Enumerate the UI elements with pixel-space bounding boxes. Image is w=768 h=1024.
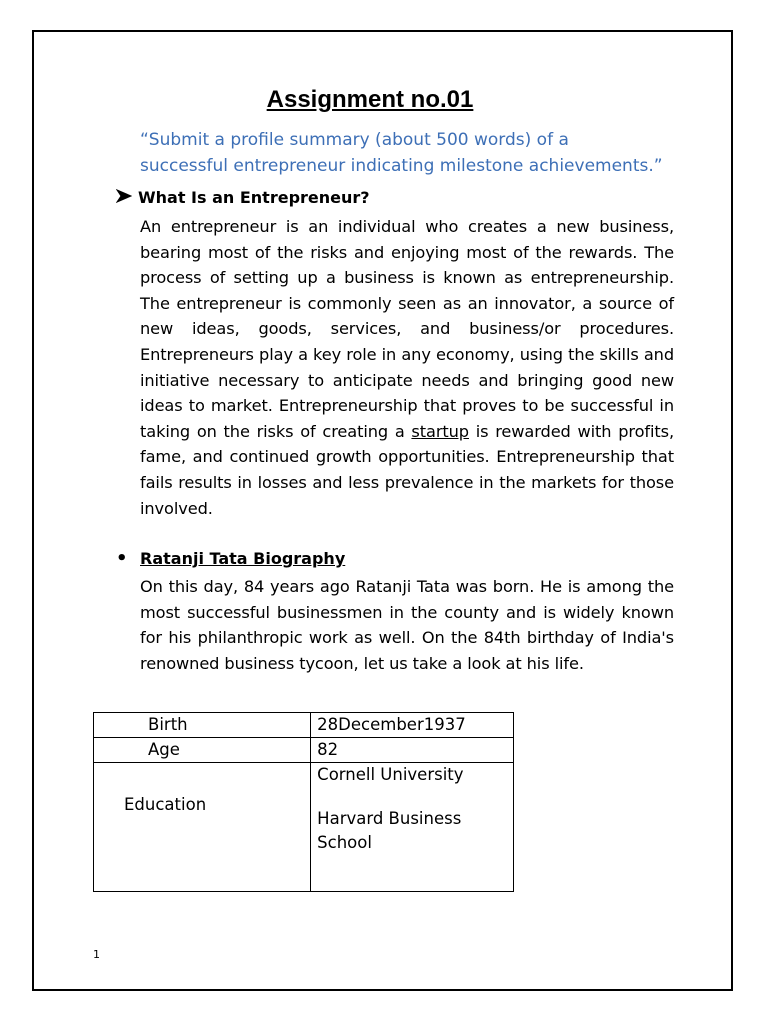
arrow-bullet-icon: [116, 188, 134, 207]
biography-heading-text: Ratanji Tata Biography: [140, 549, 346, 568]
startup-link[interactable]: startup: [411, 421, 469, 441]
education-value-1: Cornell University: [317, 765, 464, 784]
table-cell-value: [311, 738, 514, 763]
prompt-line-1: “Submit a profile summary (about 500 words) of a: [140, 130, 569, 150]
entrepreneur-paragraph: [140, 214, 674, 521]
table-cell-label: [94, 738, 311, 763]
section-heading-text: What Is an Entrepreneur?: [138, 188, 370, 207]
education-value-2-line-1: Harvard Business: [317, 809, 462, 828]
table-cell-value: [311, 763, 514, 892]
table-row: [94, 763, 514, 892]
birth-value: 28December1937: [317, 715, 466, 734]
table-cell-label: [94, 763, 311, 892]
biography-table: [93, 712, 514, 892]
section-heading-entrepreneur: [116, 188, 370, 207]
para-text-after-link: is rewarded with profits, fame, and continued growth opportunities. Entrepreneurship that fails results in losses and less prevalence in the markets for those involved.: [140, 421, 674, 518]
biography-paragraph: On this day, 84 years ago Ratanji Tata was born. He is among the most successful businessmen in the county and is widely known for his philanthropic work as well. On the 84th birthday of India's renowned business tycoon, let us take a look at his life.: [140, 577, 674, 673]
birth-label: Birth: [148, 715, 188, 734]
table-row: [94, 738, 514, 763]
education-value-2-line-2: School: [317, 833, 372, 852]
table-row: [94, 713, 514, 738]
table-cell-value: [311, 713, 514, 738]
table-cell-label: [94, 713, 311, 738]
section-heading-biography: [116, 548, 345, 569]
prompt-line-2: successful entrepreneur indicating milestone achievements.”: [140, 156, 663, 176]
age-value: 82: [317, 740, 339, 759]
page-number: 1: [93, 948, 100, 961]
page-title: Assignment no.01: [266, 86, 474, 113]
age-label: Age: [148, 740, 180, 759]
bullet-dot-icon: •: [116, 548, 128, 569]
education-label: Education: [124, 795, 207, 814]
assignment-prompt: [140, 127, 700, 179]
para-text-before-link: An entrepreneur is an individual who creates a new business, bearing most of the risks and enjoying most of the rewards. The process of setting up a business is known as entrepreneurship. The entrepreneur is commonly seen as an innovator, a source of new ideas, goods, services, and business/or procedures. Entrepreneurs play a key role in any economy, using the skills and initiative necessary to anticipate needs and bringing good new ideas to market. Entrepreneurship that proves to be successful in taking on the risks of creating a: [140, 217, 674, 441]
